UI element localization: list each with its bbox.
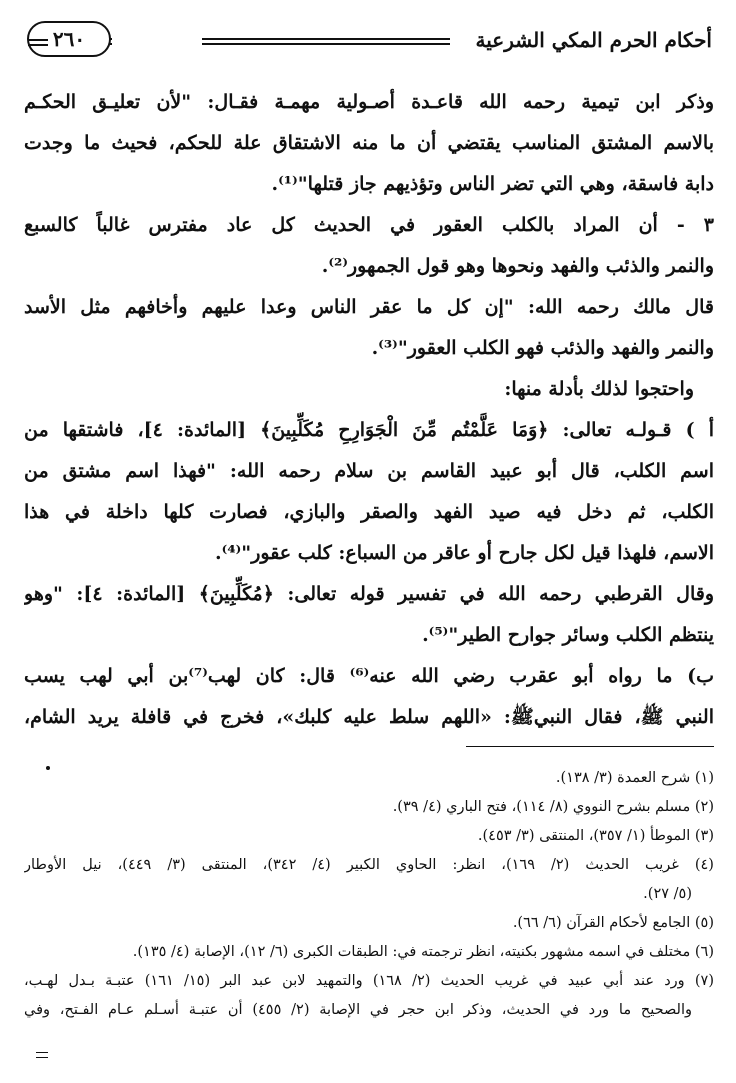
text-line: دابة فاسقة، وهي التي تضر الناس وتؤذيهم جاز قتلها"⁽¹⁾.	[271, 173, 714, 195]
footnote: (٣) الموطأ (١/ ٣٥٧)، المنتقى (٣/ ٤٥٣).	[477, 828, 714, 844]
text-line: واحتجوا لذلك بأدلة منها:	[504, 378, 694, 400]
text-line: وقال القرطبي رحمه الله في تفسير قوله تعالى: ﴿مُكَلِّبِينَ﴾ [المائدة: ٤]: "وهو	[24, 583, 714, 605]
header-rule	[202, 38, 450, 45]
footnotes	[24, 764, 714, 1025]
text-line: وذكر ابن تيمية رحمه الله قاعـدة أصـولية مهمـة فقـال: "لأن تعليـق الحكـم	[24, 91, 714, 113]
text-line: ب) ما رواه أبو عقرب رضي الله عنه⁽⁶⁾ قال: كان لهب⁽⁷⁾بن أبي لهب يسب	[24, 665, 714, 687]
text-line: بالاسم المشتق المناسب يقتضي أن ما منه الاشتقاق علة للحكم، فحيث ما وجدت	[24, 132, 714, 154]
footnote: (٢) مسلم بشرح النووي (٨/ ١١٤)، فتح الباري (٤/ ٣٩).	[392, 799, 714, 815]
footnote: (١) شرح العمدة (٣/ ١٣٨).	[555, 770, 714, 786]
text-line: النبي ﷺ، فقال النبيﷺ: «اللهم سلط عليه كلبك»، فخرج في قافلة يريد الشام،	[24, 706, 714, 728]
footnote-continuation: والصحيح ما ورد في الحديث، وذكر ابن حجر في الإصابة (٢/ ٤٥٥) أن عتبـة أسـلم عـام الفـتح، وفي	[24, 1002, 692, 1018]
text-line: الكلب، ثم دخل فيه صيد الفهد والصقر والبازي، فصارت كلها داخلة في هذا	[24, 501, 714, 523]
text-line: اسم الكلب، قال أبو عبيد القاسم بن سلام رحمه الله: "فهذا اسم مشتق من	[24, 460, 714, 482]
footnote: (٥) الجامع لأحكام القرآن (٦/ ٦٦).	[512, 915, 714, 931]
footnote: (٧) ورد عند أبي عبيد في غريب الحديث (٢/ ١٦٨) والتمهيد لابن عبد البر (١٥/ ١٦١) عتبـة بـدل لهـب،	[24, 973, 714, 989]
footnote: (٦) مختلف في اسمه مشهور بكنيته، انظر ترجمته في: الطبقات الكبرى (٦/ ١٢)، الإصابة (٤/ ١٣٥).	[132, 944, 714, 960]
text-line: أ ) قـولـه تعالى: ﴿وَمَا عَلَّمْتُم مِّنَ الْجَوَارِحِ مُكَلِّبِينَ﴾ [المائدة: ٤]، فاشتقها من	[24, 419, 714, 441]
footnote-continuation: (٥/ ٢٧).	[643, 886, 692, 902]
main-text	[24, 82, 714, 738]
text-line: ينتظم الكلب وسائر جوارح الطير"⁽⁵⁾.	[422, 624, 714, 646]
continuation-mark	[36, 1052, 48, 1058]
footnote: (٤) غريب الحديث (٢/ ١٦٩)، انظر: الحاوي الكبير (٤/ ٣٤٢)، المنتقى (٣/ ٤٤٩)، نيل الأوطار	[24, 857, 714, 873]
header-rule-end	[28, 39, 48, 46]
text-line: ٣ - أن المراد بالكلب العقور في الحديث كل عاد مفترس غالباً كالسبع	[24, 214, 714, 236]
text-line: والنمر والفهد والذئب فهو الكلب العقور"⁽³⁾.	[371, 337, 714, 359]
footnote-separator	[466, 746, 714, 747]
page-number: ٢٦٠	[27, 21, 111, 57]
page-header	[22, 18, 712, 66]
text-line: قال مالك رحمه الله: "إن كل ما عقر الناس وعدا عليهم وأخافهم مثل الأسد	[24, 296, 714, 318]
text-line: والنمر والذئب والفهد ونحوها وهو قول الجمهور⁽²⁾.	[321, 255, 714, 277]
running-title: أحكام الحرم المكي الشرعية	[475, 28, 712, 52]
text-line: الاسم، فلهذا قيل لكل جارح أو عاقر من السباع: كلب عقور"⁽⁴⁾.	[215, 542, 714, 564]
